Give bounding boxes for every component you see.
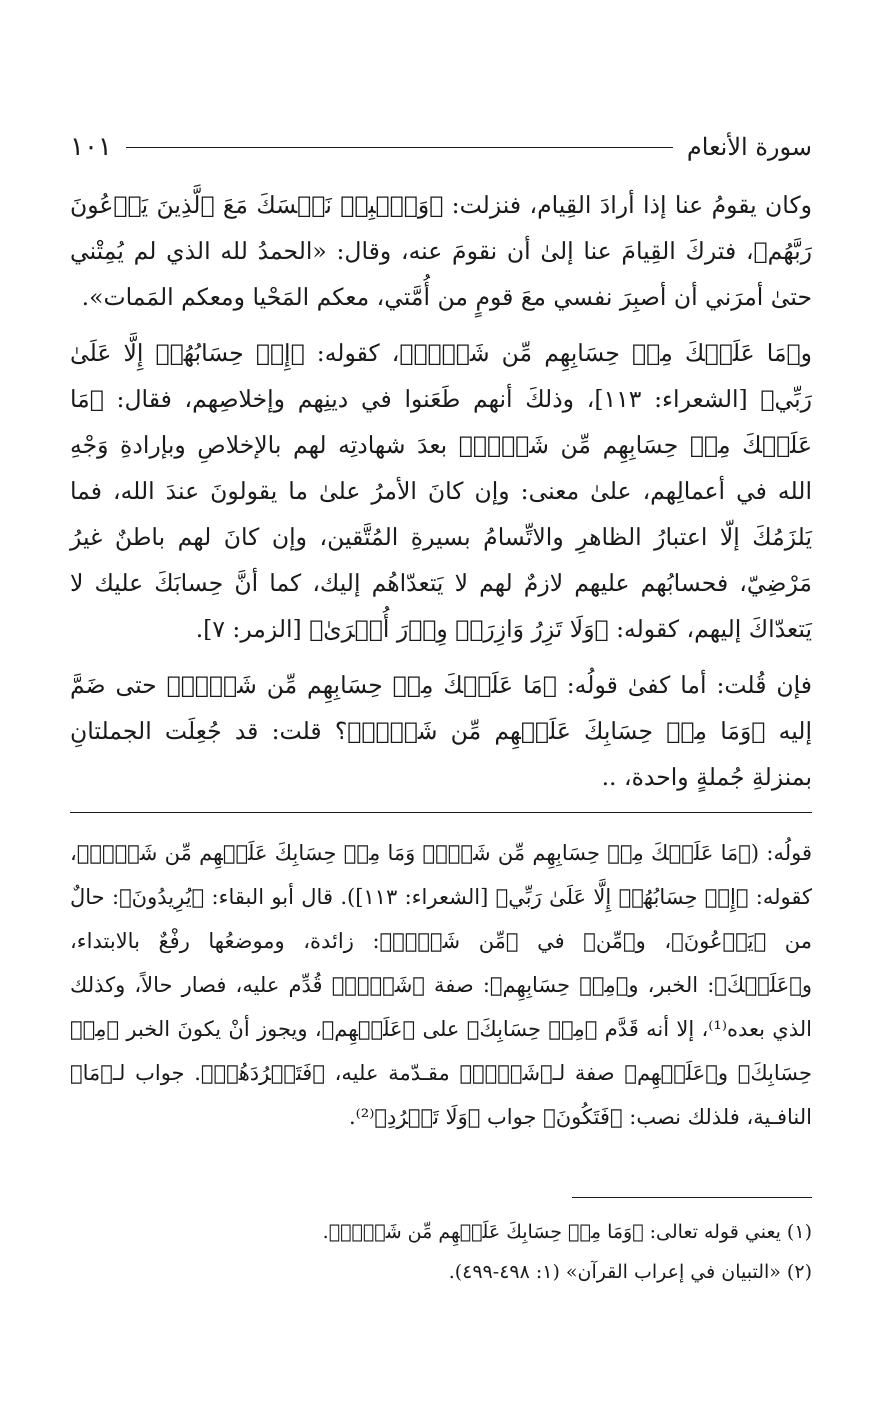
commentary-notes bbox=[70, 831, 812, 1139]
surah-title: سورة الأنعام bbox=[686, 133, 812, 161]
paragraph: فإن قُلت: أما كفىٰ قولُه: ﴿مَا عَلَيۡكَ مِنۡ حِسَابِهِم مِّن شَيۡءٖ﴾ حتى ضَمَّ إليه ﴿وَمَا مِنۡ حِسَابِكَ عَلَيۡهِم مِّن شَيۡءٖ﴾؟ قلت: قد جُعِلَت الجملتانِ بمنزلةِ جُملةٍ واحدة، .. bbox=[70, 671, 812, 791]
header-rule bbox=[126, 147, 673, 148]
paragraph: وكان يقومُ عنا إذا أرادَ القِيام، فنزلت: ﴿وَٱصۡبِرۡ نَفۡسَكَ مَعَ ٱلَّذِينَ يَدۡعُونَ رَبَّهُم﴾، فتركَ القِيامَ عنا إلىٰ أن نقومَ عنه، وقال: «الحمدُ لله الذي لم يُمِتْني حتىٰ أمرَني أن أصبِرَ نفسي معَ قومٍ من أُمَّتي، معكم المَحْيا ومعكم المَمات». bbox=[70, 191, 812, 311]
main-text bbox=[70, 182, 812, 800]
notes-separator bbox=[70, 812, 812, 813]
running-header bbox=[70, 122, 812, 172]
footnotes bbox=[70, 1212, 812, 1292]
book-page bbox=[70, 122, 812, 1292]
page-number: ١٠١ bbox=[70, 132, 112, 162]
commentary-paragraph: قولُه: (﴿مَا عَلَيۡكَ مِنۡ حِسَابِهِم مِّن شَيۡءٖ وَمَا مِنۡ حِسَابِكَ عَلَيۡهِم مِّن شَيۡءٖ﴾، كقوله: ﴿إِنۡ حِسَابُهُمۡ إِلَّا عَلَىٰ رَبِّي﴾ [الشعراء: ١١٣]). قال أبو البقاء: ﴿يُرِيدُونَ﴾: حالٌ من ﴿يَدۡعُونَ﴾، و﴿مِّن﴾ في ﴿مِّن شَيۡءٖ﴾: زائدة، وموضعُها رفْعٌ بالابتداء، و﴿عَلَيۡكَ﴾: الخبر، و﴿مِنۡ حِسَابِهِم﴾: صفة ﴿شَيۡءٖ﴾ قُدِّم عليه، فصار حالاً، وكذلك الذي بعده⁽¹⁾، إلا أنه قَدَّم ﴿مِنۡ حِسَابِكَ﴾ على ﴿عَلَيۡهِم﴾، ويجوز أنْ يكونَ الخبر ﴿مِنۡ حِسَابِكَ﴾ و﴿عَلَيۡهِم﴾ صفة لـ﴿شَيۡءٖ﴾ مقـدّمة عليه، ﴿فَتَطۡرُدَهُمۡ﴾. جواب لـ﴿مَا﴾ النافـية، فلذلك نصب: ﴿فَتَكُونَ﴾ جواب ﴿وَلَا تَطۡرُدِ﴾⁽²⁾. bbox=[70, 841, 812, 1129]
paragraph: و﴿مَا عَلَيۡكَ مِنۡ حِسَابِهِم مِّن شَيۡءٖ﴾، كقوله: ﴿إِنۡ حِسَابُهُمۡ إِلَّا عَلَىٰ رَبِّي﴾ [الشعراء: ١١٣]، وذلكَ أنهم طَعَنوا في دينِهم وإخلاصِهم، فقال: ﴿مَا عَلَيۡكَ مِنۡ حِسَابِهِم مِّن شَيۡءٖ﴾ بعدَ شهادتِه لهم بالإخلاصِ وبإرادةِ وَجْهِ الله في أعمالِهم، علىٰ معنى: وإن كانَ الأمرُ علىٰ ما يقولونَ عندَ الله، فما يَلزَمُكَ إلّا اعتبارُ الظاهرِ والاتِّسامُ بسيرةِ المُتَّقين، وإن كانَ لهم باطنٌ غيرُ مَرْضِيّ، فحسابُهم عليهم لازمٌ لهم لا يَتعدّاهُم إليك، كما أنَّ حِسابَكَ عليك لا يَتعدّاكَ إليهم، كقوله: ﴿وَلَا تَزِرُ وَازِرَةٞ وِزۡرَ أُخۡرَىٰ﴾ [الزمر: ٧]. bbox=[70, 339, 812, 643]
footnote-separator bbox=[572, 1197, 812, 1198]
footnote: (١) يعني قوله تعالى: ﴿وَمَا مِنۡ حِسَابِكَ عَلَيۡهِم مِّن شَيۡءٖ﴾. bbox=[322, 1221, 812, 1243]
footnote: (٢) «التبيان في إعراب القرآن» (١: ٤٩٨-٤٩٩). bbox=[448, 1261, 812, 1283]
